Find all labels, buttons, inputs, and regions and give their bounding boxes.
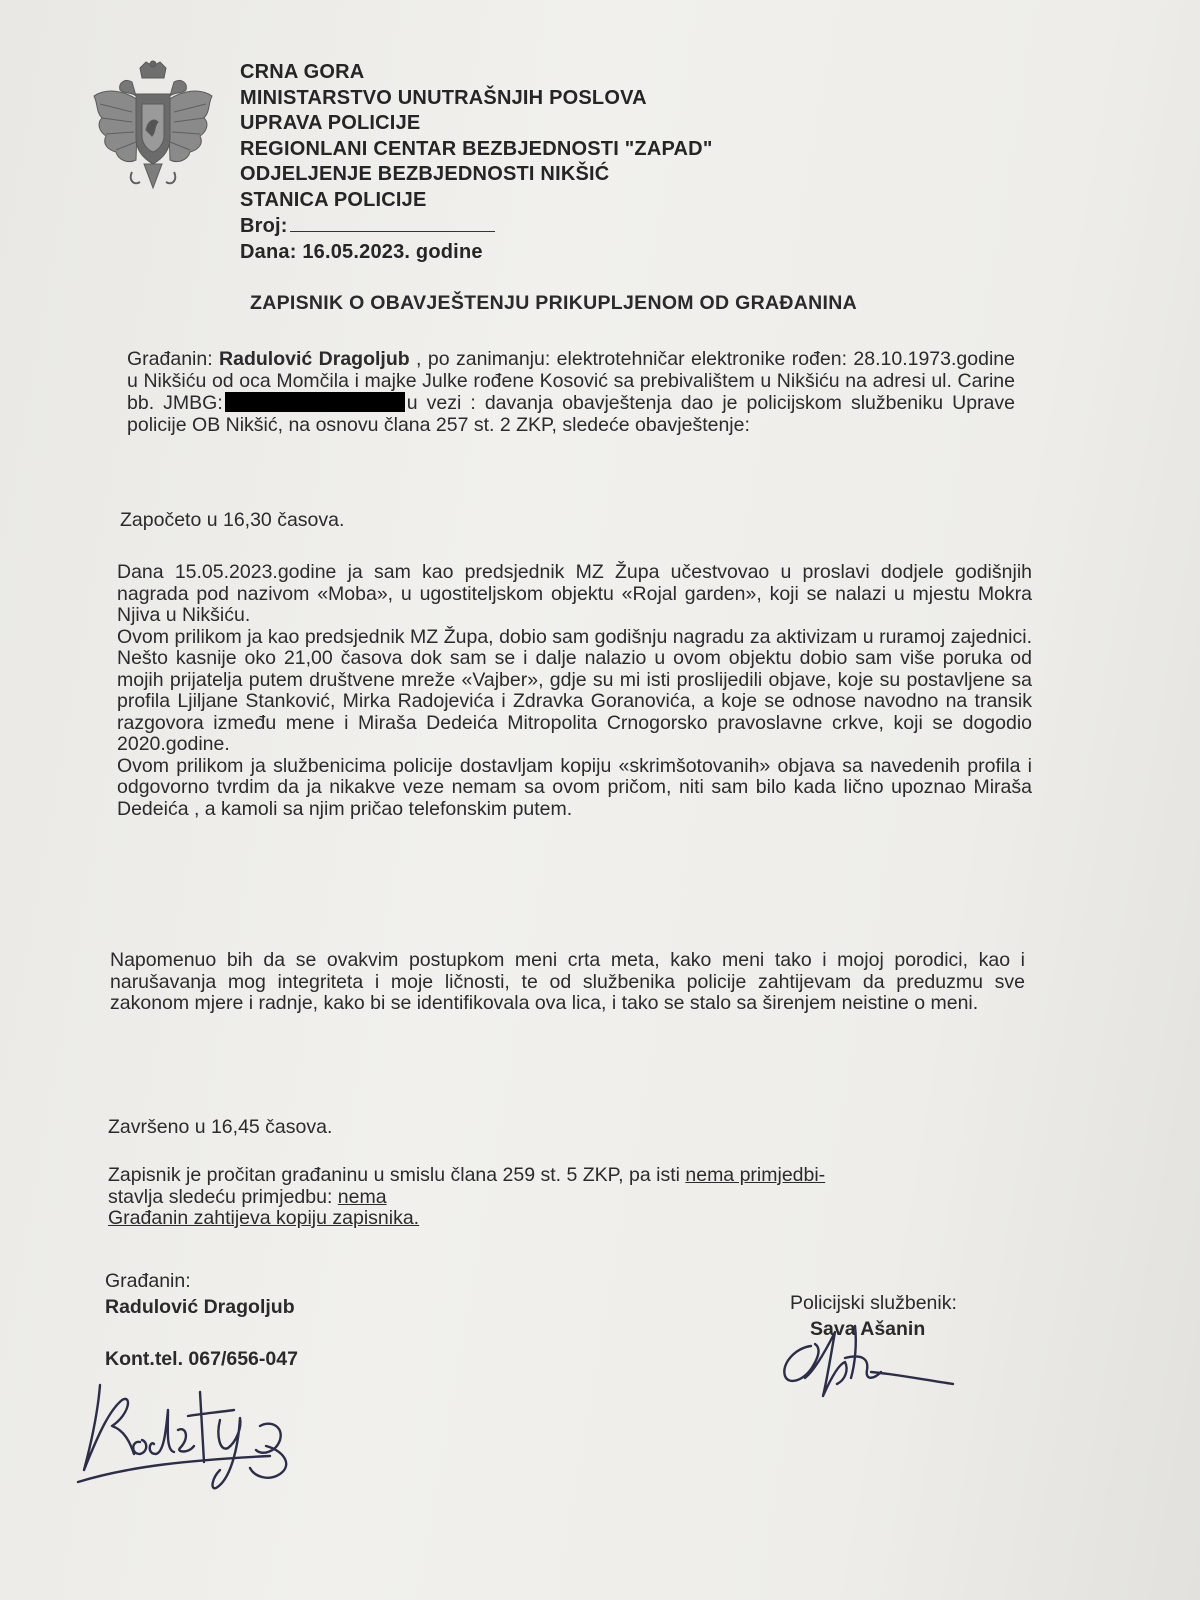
header-line-station: STANICA POLICIJE — [240, 188, 427, 211]
citizen-handwritten-signature — [70, 1370, 330, 1500]
record-text-1: Zapisnik je pročitan građaninu u smislu člana 259 st. 5 ZKP, pa isti — [108, 1164, 686, 1186]
citizen-signature-block — [105, 1268, 505, 1372]
citizen-name-intro: Radulović Dragoljub — [219, 348, 410, 370]
record-text-2: stavlja sledeću primjedbu: — [108, 1185, 338, 1208]
officer-handwritten-signature — [775, 1318, 965, 1418]
broj-label: Broj: — [240, 215, 288, 237]
broj-blank-line — [290, 213, 495, 232]
header-line-country: CRNA GORA — [240, 61, 365, 83]
intro-text-3: u vezi : davanja obavještenja dao je policijskom službeniku Uprave policije OB Nikšić, na osnovu člana 257 st. 2 ZKP, sledeće obavještenje: — [127, 392, 1015, 436]
statement-paragraph-3: Ovom prilikom ja službenicima policije dostavljam kopiju «skrimšotovanih» objava sa navedenih profila i odgovorno tvrdim da ja nikakve veze nemam sa ovom pričom, niti sam bilo kada lično upoznao Miraša Dedeića , a kamoli sa njim pričao telefonskim putem. — [117, 754, 1032, 820]
header-line-regional-center: REGIONLANI CENTAR BEZBJEDNOSTI "ZAPAD" — [240, 137, 713, 160]
intro-text-1: Građanin: — [127, 348, 220, 370]
intro-text-2: , po zanimanju: elektrotehničar elektronike rođen: 28.10.1973.godine u Nikšiću od oca Momčila i majke Julke rođene Kosović sa prebivalištem u Nikšiću na adresi ul. Carine bb. JMBG: — [127, 348, 1015, 414]
officer-name: Sava Ašanin — [810, 1318, 926, 1340]
record-objection-none: nema — [337, 1185, 387, 1208]
statement-paragraph-2: Ovom prilikom ja kao predsjednik MZ Župa, dobio sam godišnju nagradu za aktivizam u ruramoj zajednici. Nešto kasnije oko 21,00 časova dok sam se i dalje nalazio u ovom objektu dobio sam više poruka od mojih prijatelja putem društvene mreže «Vajber», gdje su mi isti proslijedili objave, koje su postavljene sa profila Ljiljane Stanković, Mirka Radojevića i Zdravka Goranovića, a koje se odnose navodno na transik razgovora između mene i Miraša Dedeića Mitropolita Crnogorsko pravoslavne crkve, koji se dogodio 2020.godine. — [117, 625, 1032, 755]
intro-paragraph — [127, 349, 1015, 436]
start-time-line: Započeto u 16,30 časova. — [120, 509, 345, 531]
redacted-jmbg-box — [225, 392, 405, 412]
coat-of-arms-emblem — [88, 60, 218, 200]
citizen-label: Građanin: — [105, 1270, 191, 1292]
record-no-objection: nema primjedbi- — [685, 1164, 826, 1186]
record-read-paragraph — [108, 1165, 1018, 1230]
remark-paragraph: Napomenuo bih da se ovakvim postupkom meni crta meta, kako meni tako i mojoj porodici, kao i narušavanja mog integriteta i moje ličnosti, te od službenika policije zahtijevam da preduzmu sve zakonom mjere i radnje, kako bi se identifikovala ova lica, i tako se stalo sa širenjem neistine o meni. — [110, 949, 1025, 1014]
statement-body — [117, 562, 1032, 820]
citizen-name: Radulović Dragoljub — [105, 1296, 295, 1318]
institution-header — [240, 60, 940, 265]
header-line-department: ODJELJENJE BEZBJEDNOSTI NIKŠIĆ — [240, 163, 610, 185]
statement-paragraph-1: Dana 15.05.2023.godine ja sam kao predsjednik MZ Župa učestvovao u proslavi dodjele godišnjih nagrada pod nazivom «Moba», u ugostiteljskom objektu «Rojal garden», koji se nalazi u mjestu Mokra Njiva u Nikšiću. — [117, 561, 1032, 626]
header-broj-row — [240, 213, 940, 240]
end-time-line: Završeno u 16,45 časova. — [108, 1116, 333, 1138]
officer-label: Policijski službenik: — [790, 1292, 957, 1314]
header-line-ministry: MINISTARSTVO UNUTRAŠNJIH POSLOVA — [240, 86, 647, 109]
header-date: Dana: 16.05.2023. godine — [240, 240, 483, 263]
header-line-police-directorate: UPRAVA POLICIJE — [240, 112, 421, 134]
record-copy-request: Građanin zahtijeva kopiju zapisnika. — [108, 1207, 420, 1229]
citizen-contact: Kont.tel. 067/656-047 — [105, 1348, 298, 1370]
document-title: ZAPISNIK O OBAVJEŠTENJU PRIKUPLJENOM OD GRAĐANINA — [250, 292, 857, 314]
